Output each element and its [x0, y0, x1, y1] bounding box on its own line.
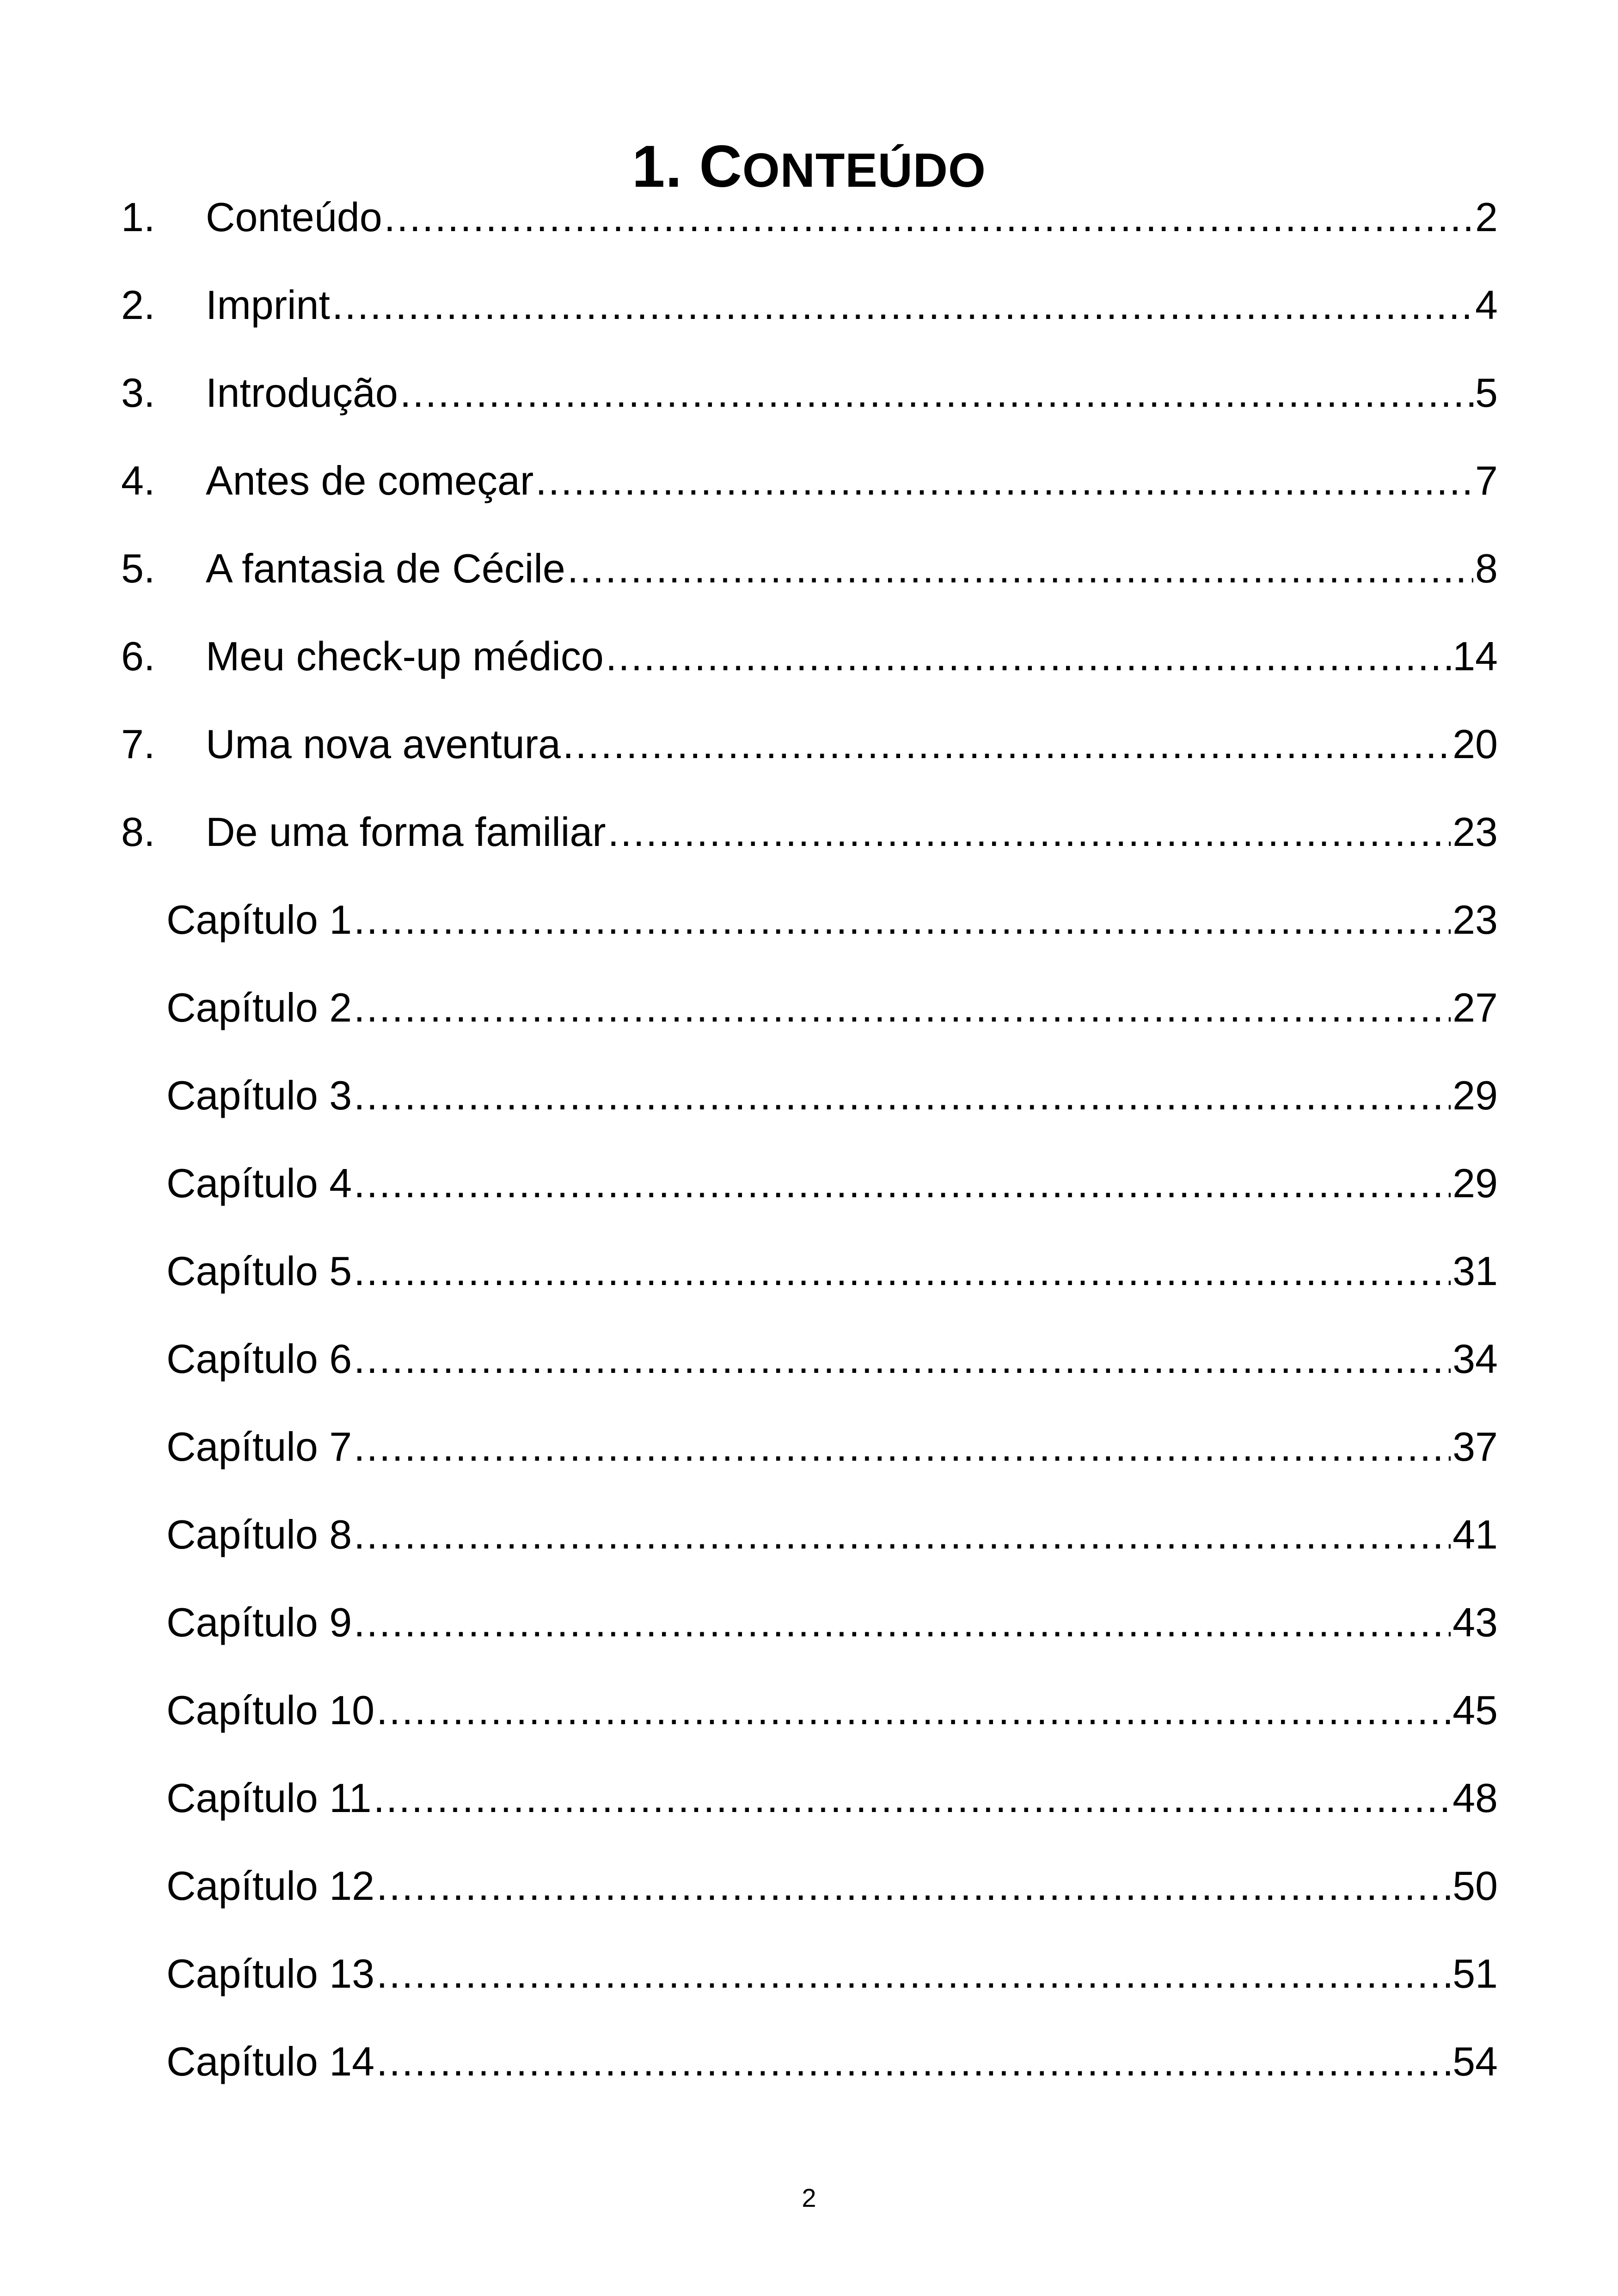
toc-entry-label: Imprint: [206, 282, 330, 328]
toc-chapter-page: 43: [1453, 1599, 1498, 1645]
dot-leader: [354, 1595, 1451, 1650]
toc-entry-label: De uma forma familiar: [206, 809, 606, 855]
toc-entry[interactable]: [121, 716, 1498, 772]
toc-entry[interactable]: [121, 541, 1498, 596]
toc-entry-page: 2: [1475, 194, 1498, 240]
toc-chapter-page: 37: [1453, 1424, 1498, 1469]
dot-leader: [354, 892, 1451, 948]
footer-page-number: 2: [802, 2183, 816, 2212]
toc-entry-number: 1.: [121, 194, 155, 240]
toc-chapter-label: Capítulo 4: [166, 1160, 352, 1206]
toc-entry-page: 8: [1475, 545, 1498, 591]
toc-chapter-entry[interactable]: [166, 1156, 1498, 1211]
toc-chapter-page: 54: [1453, 2039, 1498, 2084]
toc-entry-number: 2.: [121, 282, 155, 328]
toc-chapter-entry[interactable]: [166, 1595, 1498, 1650]
toc-chapter-label: Capítulo 2: [166, 985, 352, 1030]
toc-chapter-label: Capítulo 13: [166, 1951, 375, 1996]
dot-leader: [332, 277, 1473, 333]
toc-chapter-entry[interactable]: [166, 892, 1498, 948]
toc-entry-page: 23: [1453, 809, 1498, 855]
toc-chapter-label: Capítulo 3: [166, 1072, 352, 1118]
toc-entry-number: 4.: [121, 458, 155, 503]
toc-chapter-page: 29: [1453, 1160, 1498, 1206]
toc-entry-label: Introdução: [206, 370, 398, 416]
toc-chapter-entry[interactable]: [166, 980, 1498, 1035]
toc-entry-number: 8.: [121, 809, 155, 855]
toc-chapter-label: Capítulo 5: [166, 1248, 352, 1294]
toc-entry-label: Conteúdo: [206, 194, 382, 240]
toc-chapter-label: Capítulo 11: [166, 1775, 372, 1821]
toc-chapter-page: 51: [1453, 1951, 1498, 1996]
toc-entry[interactable]: [121, 804, 1498, 860]
toc-chapter-label: Capítulo 10: [166, 1687, 375, 1733]
heading-number: 1.: [632, 133, 682, 200]
toc-entry-page: 14: [1453, 633, 1498, 679]
dot-leader: [354, 1156, 1451, 1211]
dot-leader: [400, 365, 1473, 421]
dot-leader: [354, 1419, 1451, 1475]
toc-entry-label: A fantasia de Cécile: [206, 545, 565, 591]
toc-chapter-page: 41: [1453, 1512, 1498, 1557]
toc-entry-number: 3.: [121, 370, 155, 416]
dot-leader: [567, 541, 1473, 596]
toc-chapter-label: Capítulo 1: [166, 897, 352, 943]
toc-chapter-page: 23: [1453, 897, 1498, 943]
dot-leader: [354, 980, 1451, 1035]
toc-entry-page: 7: [1475, 458, 1498, 503]
toc-chapter-page: 34: [1453, 1336, 1498, 1382]
toc-chapter-entry[interactable]: [166, 1683, 1498, 1738]
dot-leader: [535, 453, 1473, 508]
toc-chapter-entry[interactable]: [166, 1243, 1498, 1299]
toc-entry[interactable]: [121, 190, 1498, 245]
dot-leader: [374, 1770, 1451, 1826]
toc-chapter-entry[interactable]: [166, 1770, 1498, 1826]
toc-entry-label: Meu check-up médico: [206, 633, 604, 679]
toc-chapter-entry[interactable]: [166, 1507, 1498, 1562]
toc-entry-page: 20: [1453, 721, 1498, 767]
toc-entry[interactable]: [121, 277, 1498, 333]
heading-initial: C: [699, 133, 742, 200]
toc-chapter-entry[interactable]: [166, 2034, 1498, 2089]
heading-rest: ONTEÚDO: [742, 143, 986, 197]
toc-entry-page: 5: [1475, 370, 1498, 416]
dot-leader: [376, 1858, 1451, 1914]
toc-entry[interactable]: [121, 629, 1498, 684]
toc-chapter-entry[interactable]: [166, 1068, 1498, 1123]
toc-entry-number: 6.: [121, 633, 155, 679]
dot-leader: [376, 1683, 1451, 1738]
toc-entry[interactable]: [121, 365, 1498, 421]
toc-chapter-page: 50: [1453, 1863, 1498, 1909]
toc-chapter-entry[interactable]: [166, 1419, 1498, 1475]
toc-chapter-label: Capítulo 12: [166, 1863, 375, 1909]
dot-leader: [376, 2034, 1451, 2089]
toc-chapter-label: Capítulo 9: [166, 1599, 352, 1645]
toc-chapter-label: Capítulo 6: [166, 1336, 352, 1382]
toc-chapter-label: Capítulo 8: [166, 1512, 352, 1557]
toc-chapter-entry[interactable]: [166, 1946, 1498, 2002]
toc-entry-number: 7.: [121, 721, 155, 767]
toc-chapter-label: Capítulo 14: [166, 2039, 375, 2084]
dot-leader: [376, 1946, 1451, 2002]
toc-chapter-page: 27: [1453, 985, 1498, 1030]
dot-leader: [608, 804, 1451, 860]
toc-chapter-entry[interactable]: [166, 1331, 1498, 1387]
toc-chapter-page: 31: [1453, 1248, 1498, 1294]
dot-leader: [354, 1068, 1451, 1123]
toc-chapter-entry[interactable]: [166, 1858, 1498, 1914]
toc-entry[interactable]: [121, 453, 1498, 508]
toc-entry-number: 5.: [121, 545, 155, 591]
dot-leader: [563, 716, 1451, 772]
dot-leader: [354, 1331, 1451, 1387]
toc-chapter-page: 48: [1453, 1775, 1498, 1821]
toc-chapter-page: 45: [1453, 1687, 1498, 1733]
dot-leader: [384, 190, 1473, 245]
toc-chapter-label: Capítulo 7: [166, 1424, 352, 1469]
dot-leader: [606, 629, 1451, 684]
toc-entry-page: 4: [1475, 282, 1498, 328]
toc-entry-label: Uma nova aventura: [206, 721, 561, 767]
toc-entry-label: Antes de começar: [206, 458, 534, 503]
dot-leader: [354, 1507, 1451, 1562]
toc-chapter-page: 29: [1453, 1072, 1498, 1118]
dot-leader: [354, 1243, 1451, 1299]
